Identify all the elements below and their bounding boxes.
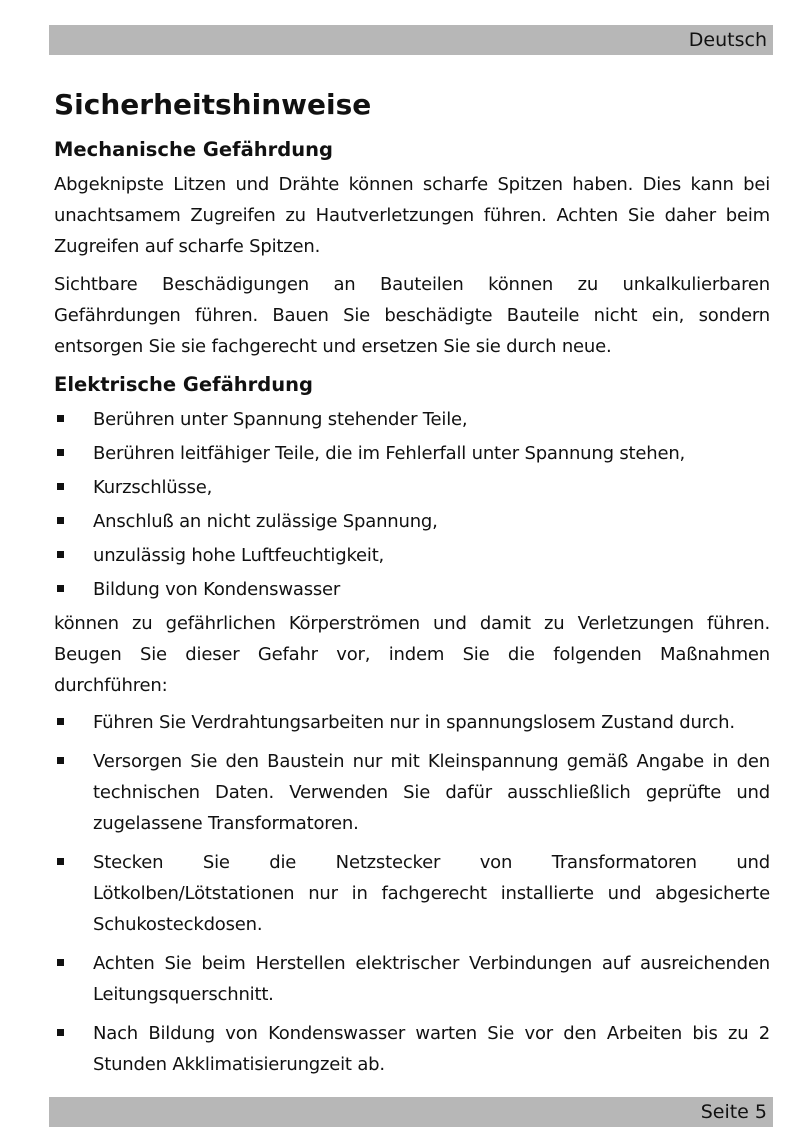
- list-item: Nach Bildung von Kondenswasser warten Sie vor den Arbeiten bis zu 2 Stunden Akklimatisierungzeit ab.: [54, 1018, 770, 1080]
- measures-list: [54, 707, 770, 1080]
- list-item: Führen Sie Verdrahtungsarbeiten nur in spannungslosem Zustand durch.: [54, 707, 770, 738]
- footer-bar: [49, 1097, 773, 1127]
- header-bar: [49, 25, 773, 55]
- list-item: Achten Sie beim Herstellen elektrischer Verbindungen auf ausreichenden Leitungsquerschnitt.: [54, 948, 770, 1010]
- electrical-hazard-heading: Elektrische Gefährdung: [54, 373, 313, 396]
- list-item: unzulässig hohe Luftfeuchtigkeit,: [54, 540, 770, 571]
- hazard-list: [54, 404, 770, 605]
- square-bullet-icon: [57, 449, 64, 456]
- page-number: Seite 5: [700, 1101, 767, 1123]
- list-item: Versorgen Sie den Baustein nur mit Kleinspannung gemäß Angabe in den technischen Daten. Verwenden Sie dafür ausschließlich geprüfte und zugelassene Transformatoren.: [54, 746, 770, 839]
- square-bullet-icon: [57, 858, 64, 865]
- list-item: Berühren unter Spannung stehender Teile,: [54, 404, 770, 435]
- language-label: Deutsch: [688, 29, 767, 51]
- square-bullet-icon: [57, 517, 64, 524]
- square-bullet-icon: [57, 551, 64, 558]
- square-bullet-icon: [57, 483, 64, 490]
- mechanical-paragraph: Abgeknipste Litzen und Drähte können scharfe Spitzen haben. Dies kann bei unachtsamem Zugreifen zu Hautverletzungen führen. Achten Sie daher beim Zugreifen auf scharfe Spitzen.: [54, 174, 770, 257]
- square-bullet-icon: [57, 585, 64, 592]
- mechanical-paragraph: Sichtbare Beschädigungen an Bauteilen können zu unkalkulierbaren Gefährdungen führen. Bauen Sie beschädigte Bauteile nicht ein, sondern entsorgen Sie sie fachgerecht und ersetzen Sie sie durch neue.: [54, 274, 770, 357]
- mechanical-hazard-heading: Mechanische Gefährdung: [54, 138, 333, 161]
- square-bullet-icon: [57, 415, 64, 422]
- square-bullet-icon: [57, 1029, 64, 1036]
- list-item: Anschluß an nicht zulässige Spannung,: [54, 506, 770, 537]
- square-bullet-icon: [57, 959, 64, 966]
- consequence-paragraph: können zu gefährlichen Körperströmen und damit zu Verletzungen führen. Beugen Sie dieser Gefahr vor, indem Sie die folgenden Maßnahmen durchführen:: [54, 613, 770, 696]
- list-item: Bildung von Kondenswasser: [54, 574, 770, 605]
- square-bullet-icon: [57, 718, 64, 725]
- list-item: Berühren leitfähiger Teile, die im Fehlerfall unter Spannung stehen,: [54, 438, 770, 469]
- list-item: Stecken Sie die Netzstecker von Transformatoren und Lötkolben/Lötstationen nur in fachgerecht installierte und abgesicherte Schukosteckdosen.: [54, 847, 770, 940]
- square-bullet-icon: [57, 757, 64, 764]
- page-content: [54, 84, 770, 1088]
- list-item: Kurzschlüsse,: [54, 472, 770, 503]
- page-title: Sicherheitshinweise: [54, 88, 372, 121]
